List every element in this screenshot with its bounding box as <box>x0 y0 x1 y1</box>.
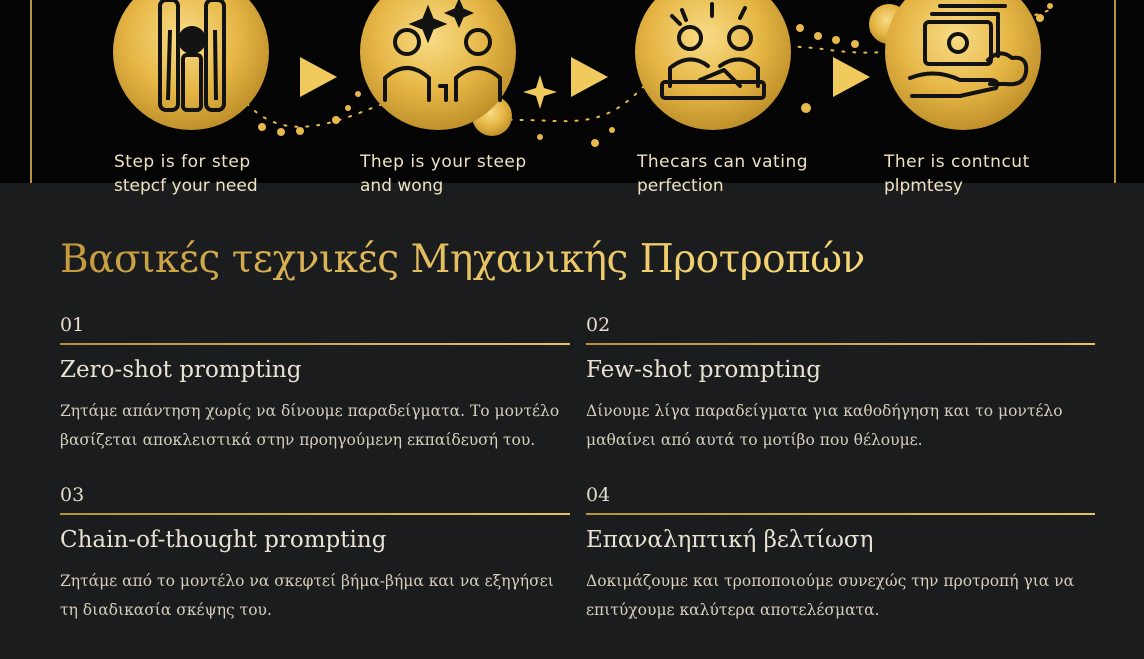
technique-card-2 <box>586 313 1095 455</box>
card-title: Επαναληπτική βελτίωση <box>586 527 874 553</box>
card-description: Ζητάμε απάντηση χωρίς να δίνουμε παραδείγματα. Το μοντέλο βασίζεται αποκλειστικά στην προηγούμενη εκπαίδευσή του. <box>60 402 560 449</box>
techniques-section <box>0 183 1144 659</box>
card-number: 02 <box>586 314 611 336</box>
card-divider <box>60 513 570 515</box>
card-title: Zero-shot prompting <box>60 357 302 383</box>
card-description: Δοκιμάζουμε και τροποποιούμε συνεχώς την προτροπή για να επιτύχουμε καλύτερα αποτελέσματα. <box>586 572 1075 619</box>
card-description: Δίνουμε λίγα παραδείγματα για καθοδήγηση και το μοντέλο μαθαίνει από αυτά το μοτίβο που θέλουμε. <box>586 402 1063 449</box>
card-divider <box>586 343 1095 345</box>
banner-step-4-sub: plpmtesy <box>884 176 963 196</box>
banner-step-1-sub: stepcf your need <box>114 176 258 196</box>
card-number: 04 <box>586 484 611 506</box>
card-number: 01 <box>60 314 85 336</box>
card-number: 03 <box>60 484 85 506</box>
technique-card-1 <box>60 313 570 455</box>
card-divider <box>586 513 1095 515</box>
section-title: Βασικές τεχνικές Μηχανικής Προτροπών <box>60 235 865 285</box>
banner-step-1-caption: Step is for step <box>114 152 251 172</box>
technique-card-3 <box>60 483 570 625</box>
card-description: Ζητάμε από το μοντέλο να σκεφτεί βήμα-βήμα και να εξηγήσει τη διαδικασία σκέψης του. <box>60 572 554 619</box>
technique-card-4 <box>586 483 1095 625</box>
card-divider <box>60 343 570 345</box>
card-title: Chain-of-thought prompting <box>60 527 387 553</box>
banner-step-3-caption: Thecars can vating <box>637 152 809 172</box>
banner-step-3-sub: perfection <box>637 176 724 196</box>
hero-banner-image <box>0 0 1144 196</box>
banner-step-2-caption: Thep is your steep <box>360 152 527 172</box>
banner-step-2-sub: and wong <box>360 176 444 196</box>
card-title: Few-shot prompting <box>586 357 822 383</box>
banner-step-4-caption: Ther is contncut <box>884 152 1030 172</box>
